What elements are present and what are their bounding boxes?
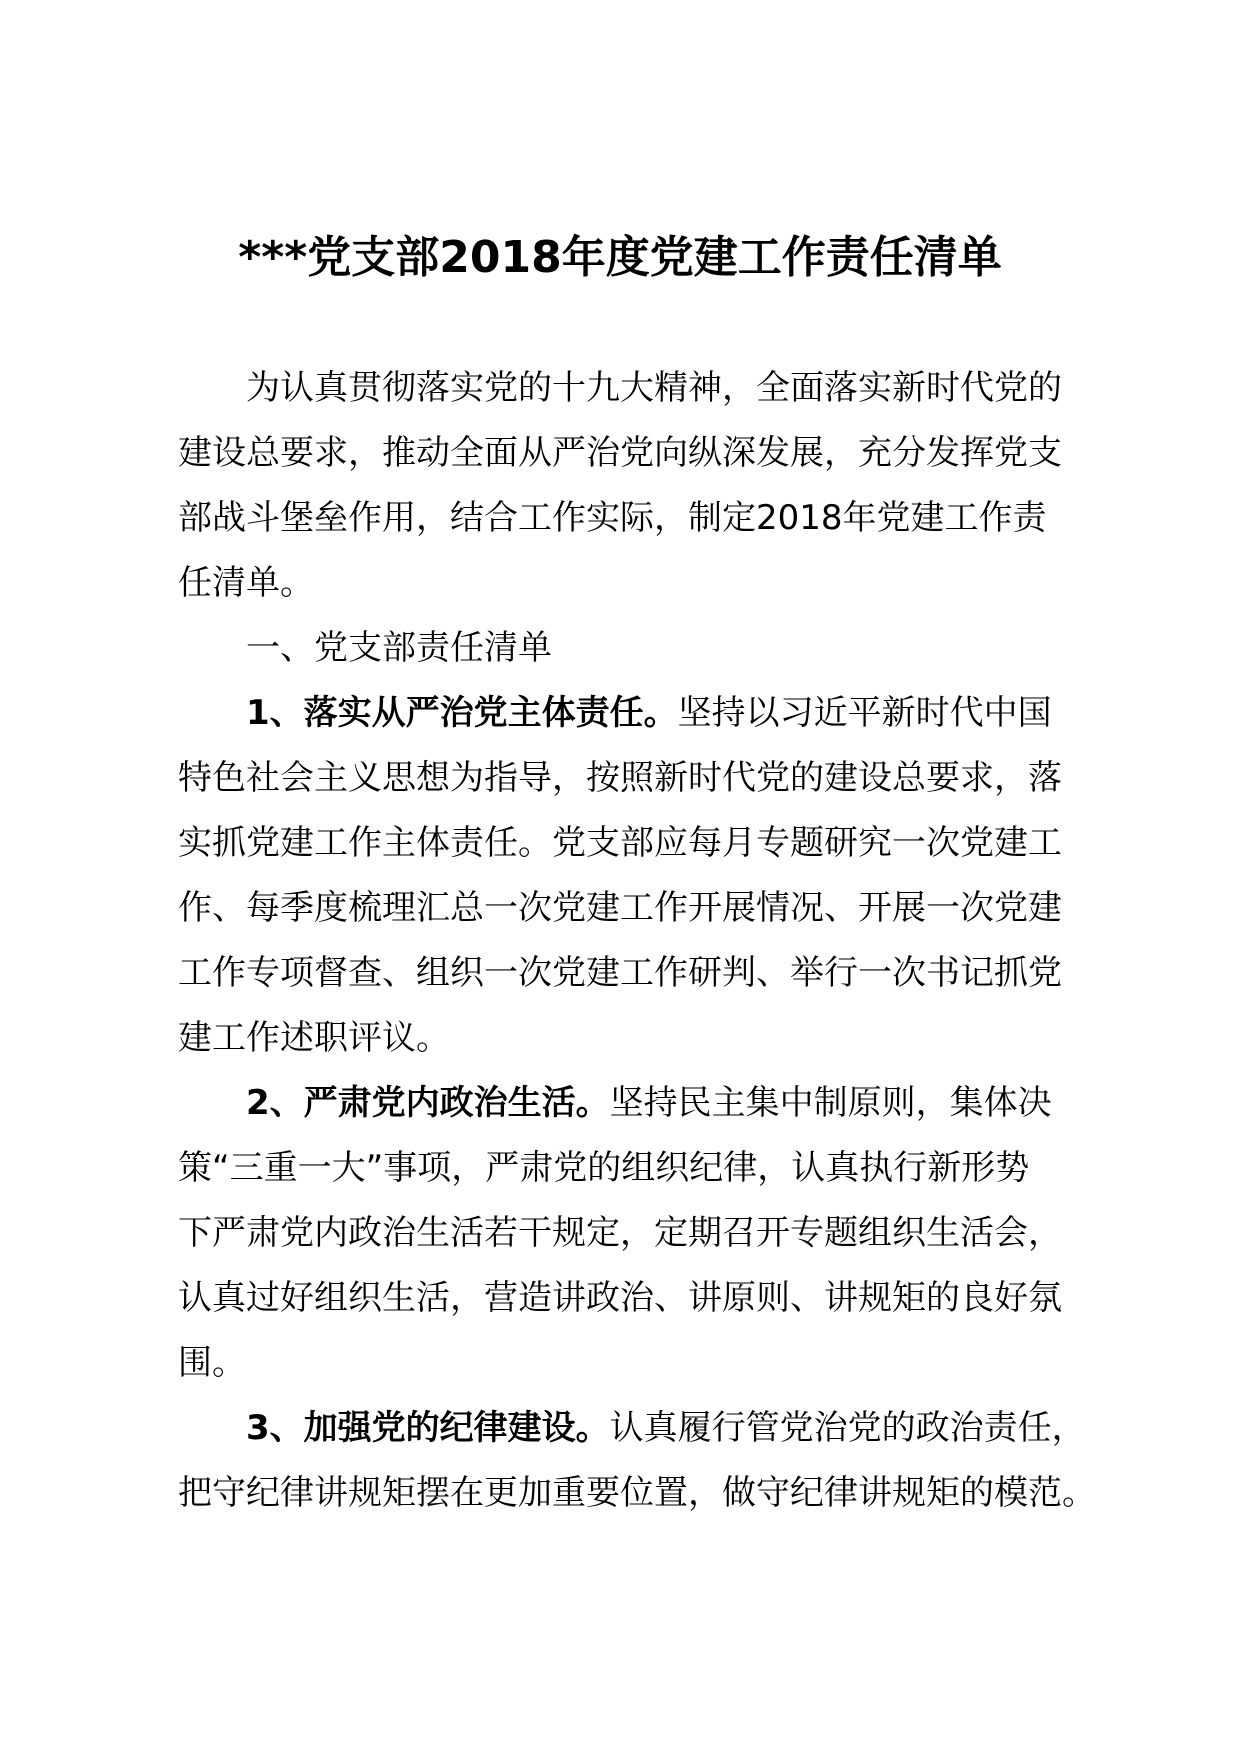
- text-line: 部战斗堡垒作用，结合工作实际，制定2018年党建工作责: [178, 498, 1047, 538]
- text-line: 任清单。: [178, 563, 314, 603]
- item-lead: 1、落实从严治党主体责任。: [246, 693, 678, 733]
- section-heading: 一、党支部责任清单: [246, 628, 552, 668]
- item-paragraph-3: [178, 1396, 1096, 1526]
- text-line: 为认真贯彻落实党的十九大精神，全面落实新时代党的: [246, 368, 1062, 408]
- text-line: 建设总要求，推动全面从严治党向纵深发展，充分发挥党支: [178, 433, 1062, 473]
- item-lead: 2、严肃党内政治生活。: [246, 1083, 610, 1123]
- text-line: 特色社会主义思想为指导，按照新时代党的建设总要求，落: [178, 758, 1062, 798]
- text-line: 工作专项督查、组织一次党建工作研判、举行一次书记抓党: [178, 953, 1062, 993]
- item-lead: 3、加强党的纪律建设。: [246, 1408, 610, 1448]
- text-line: 认真履行管党治党的政治责任，: [609, 1408, 1086, 1448]
- text-line: 作、每季度梳理汇总一次党建工作开展情况、开展一次党建: [178, 888, 1062, 928]
- text-line: 把守纪律讲规矩摆在更加重要位置，做守纪律讲规矩的模范。: [178, 1473, 1096, 1513]
- text-line: 建工作述职评议。: [178, 1018, 450, 1058]
- text-line: 围。: [178, 1343, 246, 1383]
- text-line: 坚持民主集中制原则，集体决: [609, 1083, 1052, 1123]
- item-paragraph-2: [178, 1071, 1078, 1396]
- text-line: 下严肃党内政治生活若干规定，定期召开专题组织生活会，: [178, 1213, 1062, 1253]
- text-line: 坚持以习近平新时代中国: [677, 693, 1052, 733]
- item-paragraph-1: [178, 681, 1078, 1071]
- text-line: 策“三重一大”事项，严肃党的组织纪律，认真执行新形势: [178, 1148, 1030, 1188]
- document-body: [178, 356, 1096, 1526]
- document-title: ***党支部2018年度党建工作责任清单: [238, 232, 1002, 283]
- intro-paragraph: [178, 356, 1078, 616]
- text-line: 实抓党建工作主体责任。党支部应每月专题研究一次党建工: [178, 823, 1062, 863]
- text-line: 认真过好组织生活，营造讲政治、讲原则、讲规矩的良好氛: [178, 1278, 1062, 1318]
